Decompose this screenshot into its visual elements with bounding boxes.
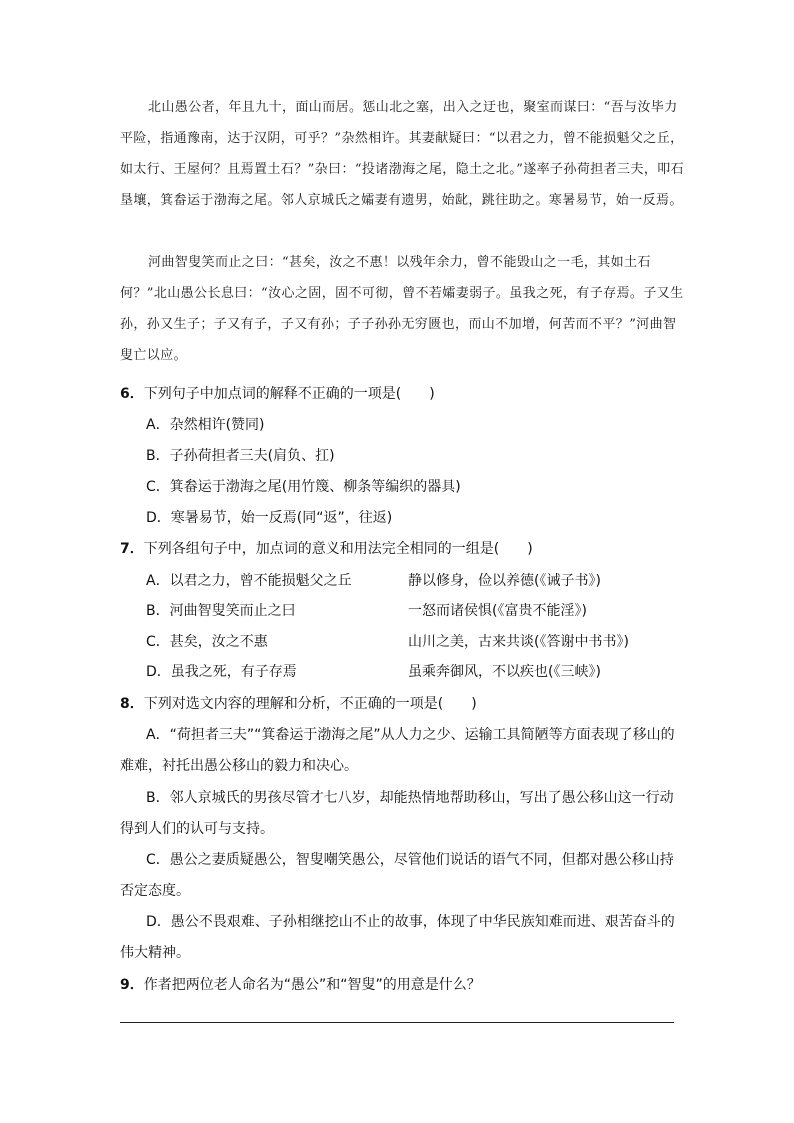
question-9-text: 作者把两位老人命名为“愚公”和“智叟”的用意是什么？ bbox=[143, 977, 481, 993]
question-7-option-b-pair: 一怒而诸侯惧(《富贵不能淫》) bbox=[408, 603, 587, 619]
passage-paragraph-1: 北山愚公者，年且九十，面山而居。惩山北之塞，出入之迂也，聚室而谋曰：“吾与汝毕力平险，指通豫南，达于汉阴，可乎？”杂然相许。其妻献疑曰：“以君之力，曾不能损魁父之丘，如太行、王屋何？且焉置土石？”杂曰：“投诸渤海之尾，隐土之北。”遂率子孙荷担者三夫，叩石垦壤，箕畚运于渤海之尾。邻人京城氏之孀妻有遗男，始龀，跳往助之。寒暑易节，始一反焉。 bbox=[120, 100, 685, 208]
question-7-option-a: A．以君之力，曾不能损魁父之丘 bbox=[146, 573, 352, 589]
question-7-option-d: D．虽我之死，有子存焉 bbox=[146, 664, 297, 680]
question-8 bbox=[120, 694, 477, 714]
question-7-number: 7． bbox=[120, 541, 144, 557]
question-9 bbox=[120, 975, 481, 995]
question-7 bbox=[120, 539, 533, 559]
question-9-number: 9． bbox=[120, 977, 144, 993]
question-8-number: 8． bbox=[120, 696, 144, 712]
question-7-option-a-pair: 静以修身，俭以养德(《诫子书》) bbox=[408, 573, 601, 589]
question-8-option-a: A．“荷担者三夫”“箕畚运于渤海之尾”从人力之少、运输工具简陋等方面表现了移山的难难，衬托出愚公移山的毅力和决心。 bbox=[120, 727, 675, 774]
question-7-option-c: C．甚矣，汝之不惠 bbox=[146, 634, 268, 650]
question-8-option-d: D．愚公不畏艰难、子孙相继挖山不止的故事，体现了中华民族知难而进、艰苦奋斗的伟大精神。 bbox=[120, 914, 675, 961]
question-6-text: 下列句子中加点词的解释不正确的一项是( ) bbox=[143, 386, 435, 402]
question-8-option-b: B．邻人京城氏的男孩尽管才七八岁，却能热情地帮助移山，写出了愚公移山这一行动得到人们的认可与支持。 bbox=[120, 790, 674, 837]
question-8-option-c: C．愚公之妻质疑愚公，智叟嘲笑愚公，尽管他们说话的语气不同，但都对愚公移山持否定态度。 bbox=[120, 852, 674, 899]
question-7-text: 下列各组句子中，加点词的意义和用法完全相同的一组是( ) bbox=[143, 541, 533, 557]
question-6-option-b: B．子孙荷担者三夫(肩负、扛) bbox=[146, 448, 335, 464]
question-7-option-b: B．河曲智叟笑而止之曰 bbox=[146, 603, 296, 619]
question-7-option-d-pair: 虽乘奔御风，不以疾也(《三峡》) bbox=[408, 664, 601, 680]
question-6 bbox=[120, 384, 435, 404]
question-6-option-d: D．寒暑易节，始一反焉(同“返”，往返) bbox=[146, 510, 393, 526]
question-8-text: 下列对选文内容的理解和分析，不正确的一项是( ) bbox=[143, 696, 477, 712]
answer-line[interactable] bbox=[120, 1022, 674, 1023]
question-6-option-a: A．杂然相许(赞同) bbox=[146, 417, 265, 433]
question-6-number: 6． bbox=[120, 386, 144, 402]
question-7-option-c-pair: 山川之美，古来共谈(《答谢中书书》) bbox=[408, 634, 629, 650]
passage-paragraph-2: 河曲智叟笑而止之曰：“甚矣，汝之不惠！以残年余力，曾不能毁山之一毛，其如土石何？”北山愚公长息曰：“汝心之固，固不可彻，曾不若孀妻弱子。虽我之死，有子存焉。子又生孙，孙又生子；子又有子，子又有孙；子子孙孙无穷匮也，而山不加增，何苦而不平？”河曲智叟亡以应。 bbox=[120, 255, 684, 363]
question-6-option-c: C．箕畚运于渤海之尾(用竹篾、柳条等编织的器具) bbox=[146, 479, 461, 495]
